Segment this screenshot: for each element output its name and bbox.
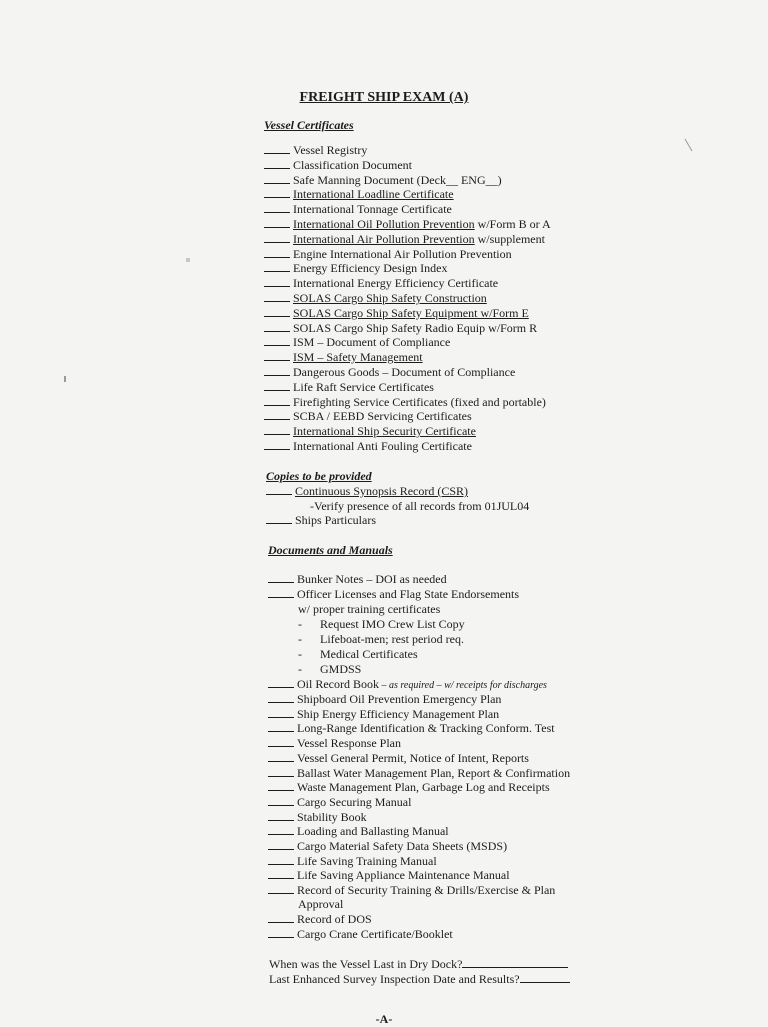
item-label: Cargo Crane Certificate/Booklet [297, 927, 453, 941]
checklist-item [268, 572, 447, 586]
checkbox-blank[interactable] [264, 217, 290, 228]
item-label: Vessel Registry [293, 143, 368, 157]
dry-dock-answer-line[interactable] [462, 957, 568, 968]
checklist-item [268, 677, 547, 691]
checkbox-blank[interactable] [264, 143, 290, 154]
checklist-item [264, 395, 546, 409]
checkbox-blank[interactable] [264, 187, 290, 198]
checklist-item [264, 173, 502, 187]
item-label: Classification Document [293, 157, 412, 172]
item-label: Vessel Response Plan [297, 736, 401, 751]
vessel-certificates-heading: Vessel Certificates [264, 118, 354, 132]
dash: - [298, 617, 302, 631]
item-label: Oil Record Book [297, 677, 379, 691]
checkbox-blank[interactable] [268, 677, 294, 688]
checklist-item [268, 839, 507, 853]
item-label: International Tonnage Certificate [293, 202, 452, 217]
checklist-item [264, 187, 454, 201]
checklist-item [264, 291, 487, 305]
item-label: Life Saving Training Manual [297, 853, 437, 868]
checklist-item [264, 217, 551, 231]
checklist-item [268, 912, 372, 926]
checklist-item [264, 158, 412, 172]
item-label: International Air Pollution Prevention [293, 231, 475, 246]
checkbox-blank[interactable] [266, 513, 292, 524]
checkbox-blank[interactable] [268, 927, 294, 938]
item-suffix: w/supplement [474, 231, 545, 246]
checkbox-blank[interactable] [268, 736, 294, 747]
checklist-item [264, 350, 423, 364]
checklist-item [268, 766, 570, 780]
item-label: SOLAS Cargo Ship Safety Radio Equip w/Form R [293, 320, 538, 335]
checkbox-blank[interactable] [268, 572, 294, 583]
checklist-item [266, 484, 468, 498]
item-label: Dangerous Goods – Document of Compliance [293, 365, 516, 379]
item-label: International Oil Pollution Prevention [293, 217, 475, 231]
checklist-item [268, 736, 401, 750]
checklist-item [264, 321, 537, 335]
checkbox-blank[interactable] [268, 839, 294, 850]
sub-item [298, 617, 465, 631]
checklist-item [264, 276, 498, 290]
item-label: Record of Security Training & Drills/Exercise & Plan [297, 883, 556, 898]
checklist-item [268, 780, 550, 794]
checkbox-blank[interactable] [264, 247, 290, 258]
checkbox-blank[interactable] [268, 766, 294, 777]
documents-heading: Documents and Manuals [268, 543, 393, 557]
checklist-item [268, 927, 453, 941]
checkbox-blank[interactable] [264, 380, 290, 391]
item-label: Shipboard Oil Prevention Emergency Plan [297, 692, 502, 706]
scan-speck [186, 258, 190, 262]
sub-item-label: GMDSS [320, 662, 362, 676]
item-label: ISM – Safety Management [293, 350, 423, 365]
sub-item [298, 662, 361, 676]
dash: - [298, 662, 302, 676]
checklist-item [264, 439, 472, 453]
checklist-item [264, 306, 529, 320]
checkbox-blank[interactable] [264, 395, 290, 406]
checklist-item [266, 513, 376, 527]
scan-speck [685, 139, 693, 152]
item-label: International Energy Efficiency Certificate [293, 276, 499, 291]
item-label: SOLAS Cargo Ship Safety Equipment w/Form E [293, 305, 529, 320]
checkbox-blank[interactable] [268, 854, 294, 865]
item-label: International Anti Fouling Certificate [293, 439, 472, 453]
checkbox-blank[interactable] [268, 883, 294, 894]
checklist-item [264, 409, 472, 423]
survey-answer-line[interactable] [520, 972, 570, 983]
checklist-item [268, 692, 501, 706]
checkbox-blank[interactable] [264, 365, 290, 376]
checkbox-blank[interactable] [264, 202, 290, 213]
item-label: International Ship Security Certificate [293, 424, 476, 439]
dash: - [298, 632, 302, 646]
checkbox-blank[interactable] [268, 692, 294, 703]
sub-item-label: Lifeboat-men; rest period req. [320, 632, 464, 646]
checklist-item [268, 810, 367, 824]
dash: - [298, 647, 302, 661]
item-label: Ship Energy Efficiency Management Plan [297, 706, 500, 721]
item-label: Energy Efficiency Design Index [293, 261, 448, 276]
checkbox-blank[interactable] [268, 795, 294, 806]
checkbox-blank[interactable] [268, 780, 294, 791]
checklist-item [264, 424, 476, 438]
checkbox-blank[interactable] [264, 335, 290, 346]
checklist-item [264, 202, 452, 216]
scan-speck [64, 376, 66, 382]
oil-record-note: – as required – w/ receipts for discharges [379, 680, 547, 691]
checklist-item [264, 261, 448, 275]
approval-continuation: Approval [298, 897, 344, 911]
item-label: SCBA / EEBD Servicing Certificates [293, 409, 472, 424]
sub-item [298, 632, 464, 646]
checklist-item [268, 587, 519, 601]
checkbox-blank[interactable] [264, 261, 290, 272]
checkbox-blank[interactable] [264, 276, 290, 287]
item-label: Engine International Air Pollution Prevention [293, 246, 512, 261]
checkbox-blank[interactable] [268, 912, 294, 923]
item-label: Safe Manning Document (Deck__ ENG__) [293, 172, 502, 187]
checklist-item [264, 232, 545, 246]
sub-item-label: Medical Certificates [320, 647, 418, 661]
item-label: Waste Management Plan, Garbage Log and Receipts [297, 780, 550, 795]
checkbox-blank[interactable] [268, 721, 294, 732]
item-label: Officer Licenses and Flag State Endorsements [297, 587, 520, 601]
checkbox-blank[interactable] [268, 751, 294, 762]
item-label: International Loadline Certificate [293, 187, 454, 202]
checklist-item [264, 365, 515, 379]
checkbox-blank[interactable] [264, 439, 290, 450]
checkbox-blank[interactable] [268, 810, 294, 821]
item-label: Ballast Water Management Plan, Report & Confirmation [297, 765, 571, 780]
item-label: Firefighting Service Certificates (fixed and portable) [293, 394, 546, 409]
item-label: Life Saving Appliance Maintenance Manual [297, 868, 510, 883]
page-title: FREIGHT SHIP EXAM (A) [299, 90, 469, 105]
checklist-item [268, 795, 411, 809]
item-label: Ships Particulars [295, 513, 376, 527]
checklist-item [264, 380, 434, 394]
checkbox-blank[interactable] [264, 232, 290, 243]
checkbox-blank[interactable] [266, 484, 292, 495]
checklist-item [264, 143, 367, 157]
item-label: SOLAS Cargo Ship Safety Construction [293, 291, 487, 305]
item-label: Vessel General Permit, Notice of Intent, Reports [297, 750, 529, 765]
page-footer: -A- [375, 1012, 393, 1026]
checklist-item [268, 883, 555, 897]
checkbox-blank[interactable] [268, 587, 294, 598]
item-label: Record of DOS [297, 912, 372, 926]
checkbox-blank[interactable] [268, 868, 294, 879]
item-label: Cargo Securing Manual [297, 794, 412, 809]
dry-dock-question [269, 957, 568, 971]
item-label: Long-Range Identification & Tracking Conform. Test [297, 721, 555, 736]
checkbox-blank[interactable] [268, 824, 294, 835]
sub-item-label: Request IMO Crew List Copy [320, 617, 465, 631]
checklist-item [268, 721, 555, 735]
checkbox-blank[interactable] [264, 291, 290, 302]
checklist-item [268, 751, 529, 765]
item-suffix: w/Form B or A [474, 217, 551, 231]
checkbox-blank[interactable] [264, 321, 290, 332]
checklist-item [264, 335, 450, 349]
item-label: Life Raft Service Certificates [293, 379, 434, 394]
checkbox-blank[interactable] [264, 424, 290, 435]
question-label: When was the Vessel Last in Dry Dock? [269, 957, 463, 971]
checklist-item [268, 707, 499, 721]
checkbox-blank[interactable] [268, 707, 294, 718]
checklist-item [268, 868, 510, 882]
checkbox-blank[interactable] [264, 173, 290, 184]
checkbox-blank[interactable] [264, 158, 290, 169]
sub-item [298, 647, 418, 661]
checklist-item [268, 824, 449, 838]
copies-heading: Copies to be provided [266, 469, 372, 483]
item-label: Cargo Material Safety Data Sheets (MSDS) [297, 839, 508, 853]
officer-continuation: w/ proper training certificates [298, 602, 441, 616]
question-label: Last Enhanced Survey Inspection Date and Results? [269, 972, 520, 986]
item-label: Continuous Synopsis Record (CSR) [295, 484, 469, 498]
checklist-item [268, 854, 437, 868]
item-label: Bunker Notes – DOI as needed [297, 572, 447, 586]
survey-question [269, 972, 570, 986]
checklist-item [264, 247, 512, 261]
item-label: Stability Book [297, 809, 367, 824]
checkbox-blank[interactable] [264, 409, 290, 420]
checkbox-blank[interactable] [264, 306, 290, 317]
checkbox-blank[interactable] [264, 350, 290, 361]
item-label: Loading and Ballasting Manual [297, 824, 449, 839]
verify-note: -Verify presence of all records from 01JUL04 [310, 499, 530, 513]
item-label: ISM – Document of Compliance [293, 335, 451, 350]
